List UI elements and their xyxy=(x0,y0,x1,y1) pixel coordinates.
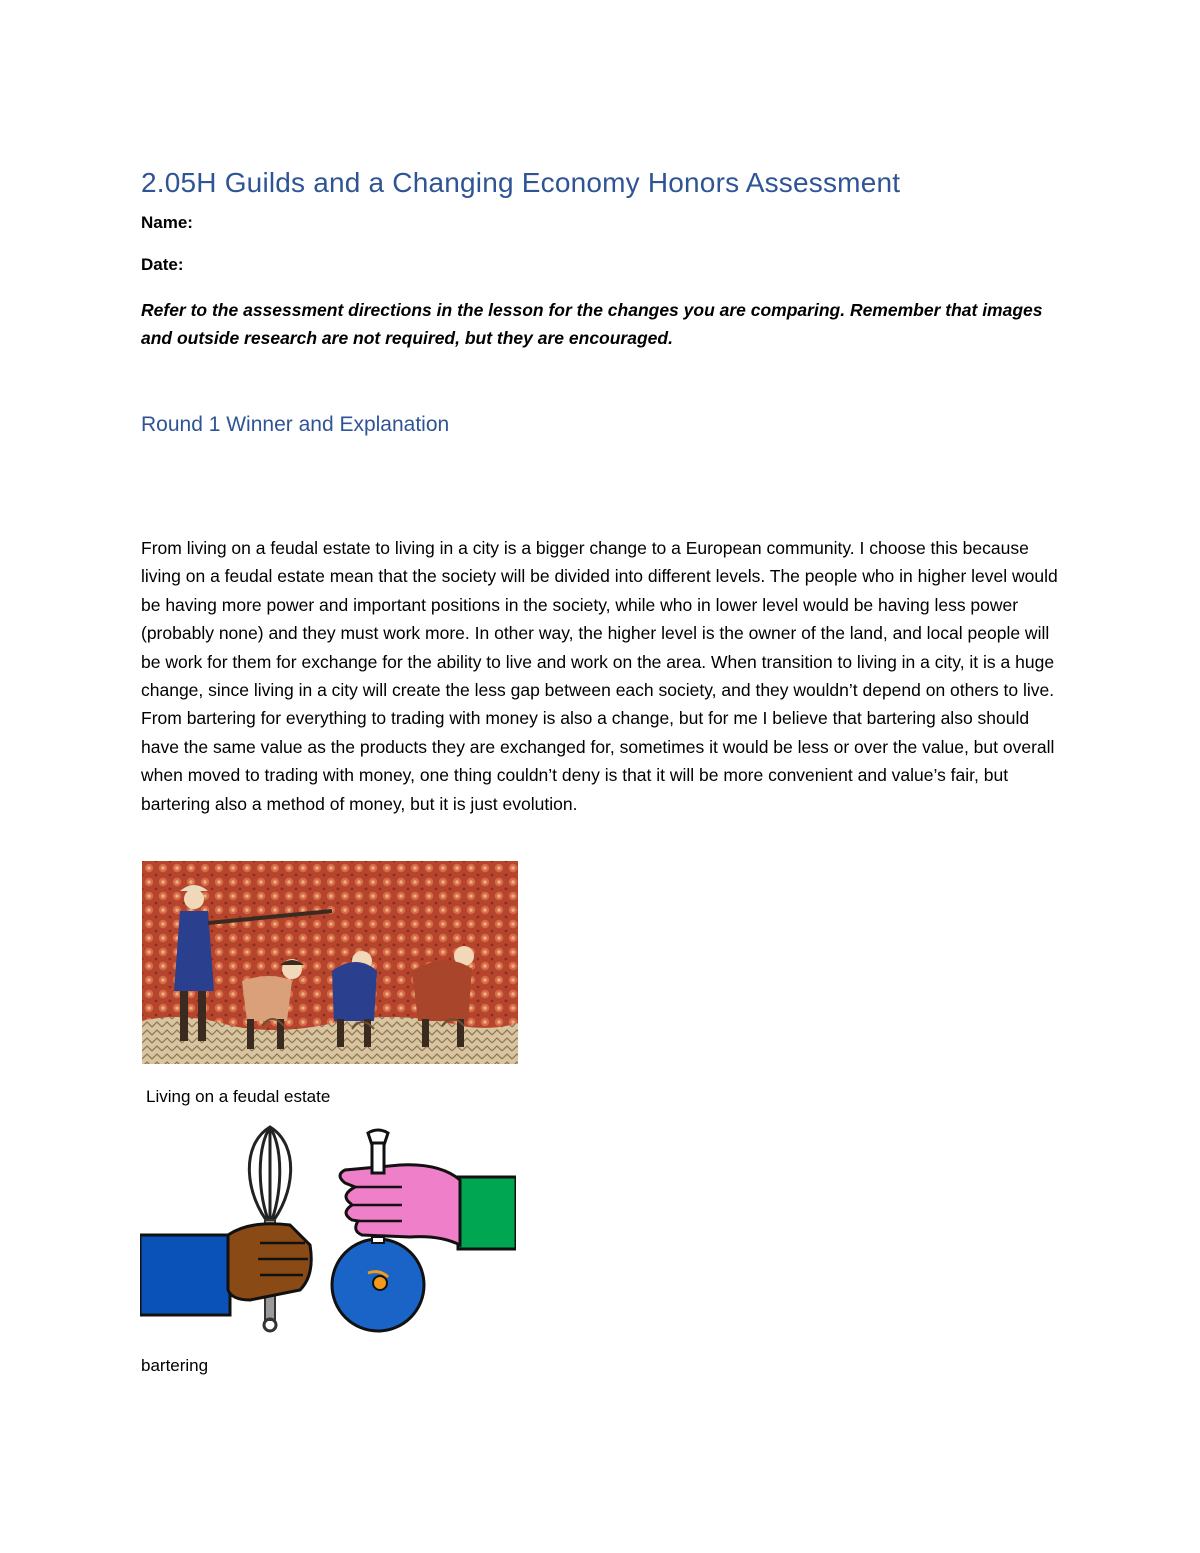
bartering-caption: bartering xyxy=(141,1356,209,1375)
body-paragraph: From living on a feudal estate to living in a city is a bigger change to a European community. I choose this because living on a feudal estate mean that the society will be divided into different levels. The people who in higher level would be having more power and important positions in the society, while who in lower level would be having less power (probably none) and they must work more. In other way, the higher level is the owner of the land, and local people will be work for them for exchange for the ability to live and work on the area. When transition to living in a city, it is a huge change, since living in a city will create the less gap between each society, and they wouldn’t depend on others to live. From bartering for everything to trading with money is also a change, but for me I believe that bartering also should have the same value as the products they are exchanged for, sometimes it would be less or over the value, but overall when moved to trading with money, one thing couldn’t deny is that it will be more convenient and value’s fair, but bartering also a method of money, but it is just evolution. xyxy=(141,538,1058,814)
assessment-directions: Refer to the assessment directions in the lesson for the changes you are comparing. Remember that images and outside research are not required, but they are encouraged. xyxy=(141,300,1043,348)
date-label: Date: xyxy=(141,255,184,274)
name-label: Name: xyxy=(141,213,193,232)
feudal-estate-caption: Living on a feudal estate xyxy=(146,1087,331,1106)
section-heading: Round 1 Winner and Explanation xyxy=(141,413,450,436)
bartering-image xyxy=(140,1125,516,1335)
feudal-estate-image xyxy=(142,861,518,1064)
barter-hands-illustration xyxy=(140,1125,516,1335)
document-title: 2.05H Guilds and a Changing Economy Honors Assessment xyxy=(141,167,901,198)
medieval-peasants-illustration xyxy=(142,861,518,1064)
